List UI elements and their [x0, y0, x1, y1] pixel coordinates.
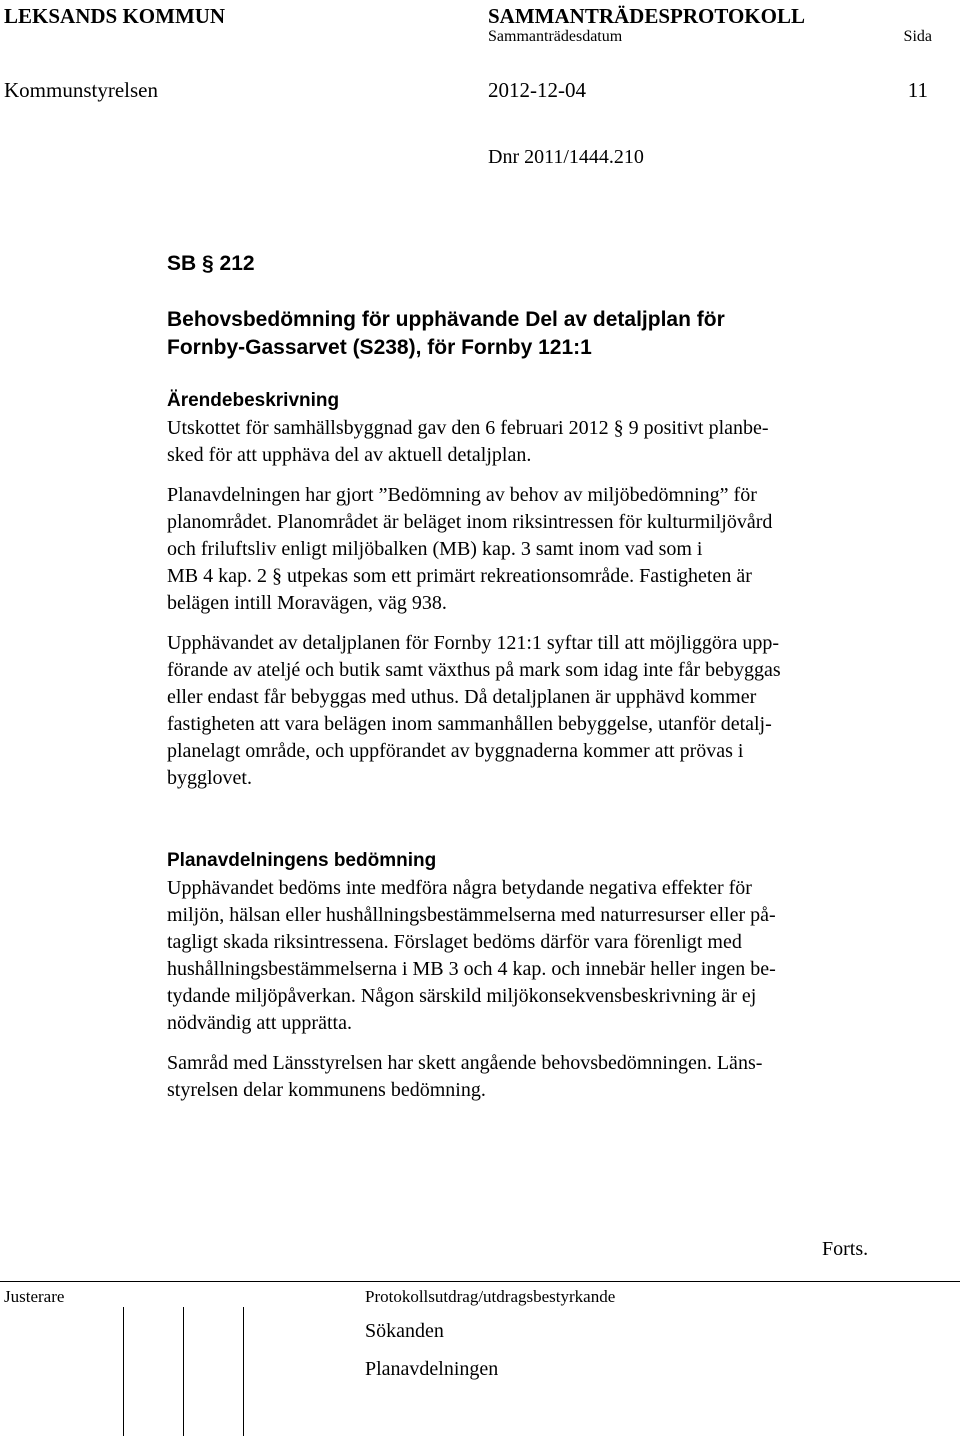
- case-description-paragraph-2: [167, 482, 887, 617]
- signature-divider: [183, 1307, 184, 1436]
- page-number: 11: [907, 78, 928, 102]
- case-description-paragraph-1: [167, 415, 887, 469]
- paragraph-line: Planavdelningen har gjort ”Bedömning av behov av miljöbedömning” för: [167, 484, 757, 506]
- paragraph-line: styrelsen delar kommunens bedömning.: [167, 1079, 486, 1101]
- case-description-paragraph-3: [167, 630, 887, 792]
- paragraph-line: eller endast får bebyggas med uthus. Då detaljplanen är upphävd kommer: [167, 686, 757, 708]
- justerare-label: Justerare: [4, 1287, 65, 1306]
- recipient-entry: Sökanden: [365, 1320, 444, 1342]
- meeting-date: 2012-12-04: [488, 78, 586, 102]
- case-description-heading: Ärendebeskrivning: [167, 390, 340, 411]
- paragraph-line: belägen intill Moravägen, väg 938.: [167, 592, 447, 614]
- paragraph-line: MB 4 kap. 2 § utpekas som ett primärt rekreationsområde. Fastigheten är: [167, 565, 752, 587]
- case-title-line: Behovsbedömning för upphävande Del av detaljplan för: [167, 308, 725, 331]
- case-title-line: Fornby-Gassarvet (S238), för Fornby 121:1: [167, 336, 592, 359]
- paragraph-line: miljön, hälsan eller hushållningsbestämmelserna med naturresurser eller på-: [167, 904, 776, 926]
- paragraph-line: förande av ateljé och butik samt växthus på mark som idag inte får bebyggas: [167, 659, 781, 681]
- meeting-date-label: Sammanträdesdatum: [488, 28, 623, 45]
- signature-divider: [243, 1307, 244, 1436]
- paragraph-line: Upphävandet av detaljplanen för Fornby 121:1 syftar till att möjliggöra upp-: [167, 632, 780, 654]
- paragraph-line: sked för att upphäva del av aktuell detaljplan.: [167, 444, 532, 466]
- municipality-name: LEKSANDS KOMMUN: [4, 4, 226, 28]
- document-type: SAMMANTRÄDESPROTOKOLL: [488, 4, 805, 28]
- extract-label: Protokollsutdrag/utdragsbestyrkande: [365, 1287, 616, 1306]
- paragraph-line: planområdet. Planområdet är beläget inom riksintressen för kulturmiljövård: [167, 511, 773, 533]
- case-title: [167, 306, 887, 362]
- section-number: SB § 212: [167, 252, 255, 275]
- paragraph-line: nödvändig att upprätta.: [167, 1012, 352, 1034]
- recipient-entry: Planavdelningen: [365, 1358, 499, 1380]
- paragraph-line: Samråd med Länsstyrelsen har skett angående behovsbedömningen. Läns-: [167, 1052, 763, 1074]
- signature-divider: [123, 1307, 124, 1436]
- assessment-heading: Planavdelningens bedömning: [167, 850, 437, 871]
- paragraph-line: och friluftsliv enligt miljöbalken (MB) kap. 3 samt inom vad som i: [167, 538, 703, 560]
- continued-note: Forts.: [822, 1238, 869, 1260]
- paragraph-line: bygglovet.: [167, 767, 252, 789]
- paragraph-line: tagligt skada riksintressena. Förslaget bedöms därför vara förenligt med: [167, 931, 742, 953]
- case-description-section: [167, 388, 887, 792]
- footer-divider: [0, 1281, 960, 1282]
- diary-number: Dnr 2011/1444.210: [488, 146, 644, 168]
- page-label: Sida: [903, 28, 932, 45]
- paragraph-line: Upphävandet bedöms inte medföra några betydande negativa effekter för: [167, 877, 752, 899]
- paragraph-line: tydande miljöpåverkan. Någon särskild miljökonsekvensbeskrivning är ej: [167, 985, 757, 1007]
- paragraph-line: Utskottet för samhällsbyggnad gav den 6 februari 2012 § 9 positivt planbe-: [167, 417, 769, 439]
- assessment-section: [167, 848, 887, 1104]
- assessment-paragraph-1: [167, 875, 887, 1037]
- assessment-paragraph-2: [167, 1050, 887, 1104]
- committee-name: Kommunstyrelsen: [4, 78, 158, 102]
- paragraph-line: hushållningsbestämmelserna i MB 3 och 4 kap. och innebär heller ingen be-: [167, 958, 776, 980]
- paragraph-line: fastigheten att vara belägen inom sammanhållen bebyggelse, utanför detalj-: [167, 713, 772, 735]
- paragraph-line: planelagt område, och uppförandet av byggnaderna kommer att prövas i: [167, 740, 744, 762]
